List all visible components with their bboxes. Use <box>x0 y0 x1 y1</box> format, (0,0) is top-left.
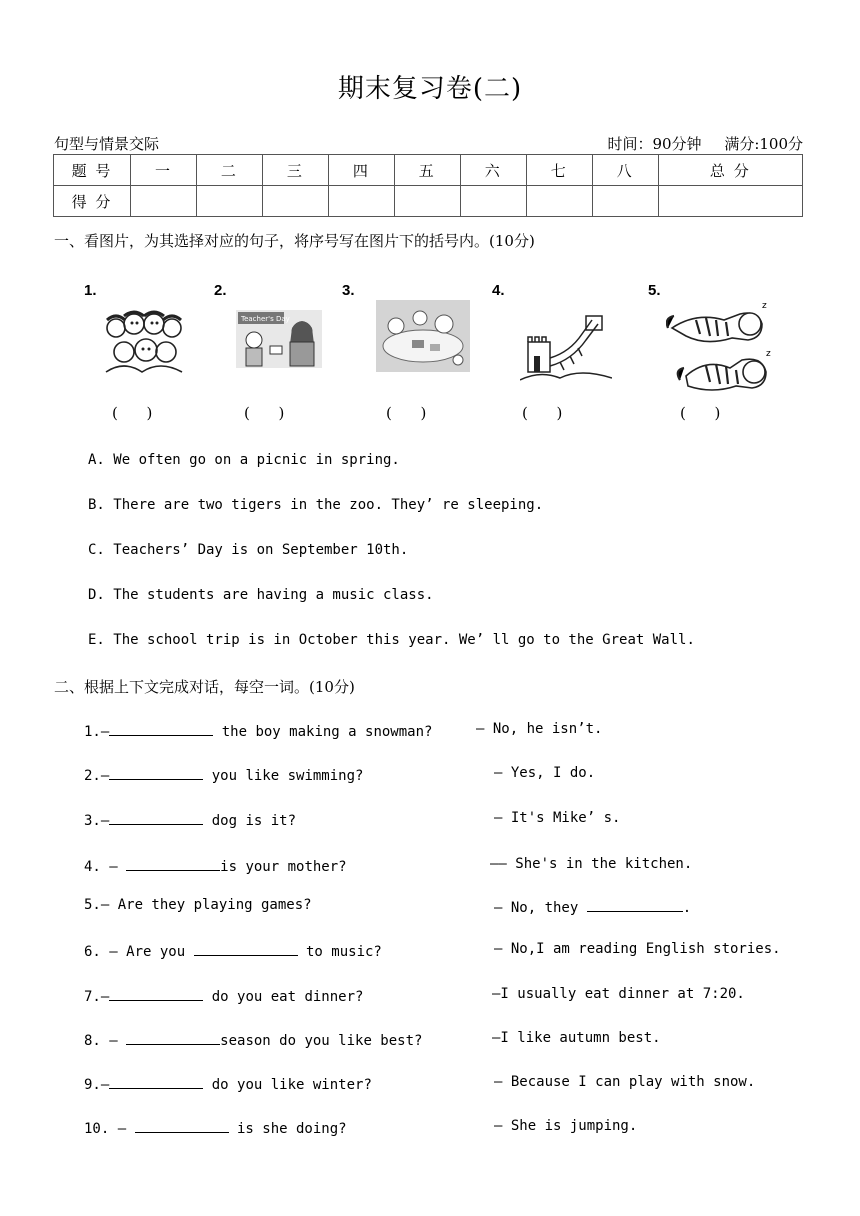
answer-blank[interactable] <box>194 941 298 956</box>
dialogue-question-3: 3.— dog is it? <box>84 810 296 829</box>
page-title: 期末复习卷(二) <box>337 74 523 104</box>
picture-number: 2. <box>214 282 227 299</box>
picture-number: 3. <box>342 282 355 299</box>
dialogue-question-7: 7.— do you eat dinner? <box>84 986 363 1005</box>
answer-blank[interactable] <box>109 810 203 825</box>
picture-row <box>80 282 800 432</box>
dialogue-question-2: 2.— you like swimming? <box>84 765 363 784</box>
answer-paren[interactable]: ( ) <box>244 404 285 422</box>
dialogue-answer-3: — It's Mike’ s. <box>494 810 621 826</box>
dialogue-answer-5: — No, they . <box>494 897 691 916</box>
exam-info <box>589 133 803 154</box>
answer-blank[interactable] <box>587 897 683 912</box>
score-cell[interactable] <box>328 186 394 217</box>
picture-number: 5. <box>648 282 661 299</box>
subject-label: 句型与情景交际 <box>54 135 160 153</box>
column-header: 一 <box>131 155 197 186</box>
header-label-cell: 题 号 <box>54 155 131 186</box>
dialogue-answer-9: — Because I can play with snow. <box>494 1074 756 1090</box>
picture-number: 1. <box>84 282 97 299</box>
dialogue-answer-4: —— She's in the kitchen. <box>490 856 693 872</box>
section1-heading: 一、看图片，为其选择对应的句子，将序号写在图片下的括号内。(10分) <box>54 232 535 250</box>
svg-text:z: z <box>766 349 771 359</box>
answer-blank[interactable] <box>109 721 213 736</box>
answer-blank[interactable] <box>126 856 220 871</box>
score-cell[interactable] <box>196 186 262 217</box>
time-label: 时间：90分钟 <box>607 135 702 153</box>
answer-paren[interactable]: ( ) <box>522 404 563 422</box>
answer-paren[interactable]: ( ) <box>112 404 153 422</box>
dialogue-answer-1: — No, he isn’t. <box>476 721 603 737</box>
dialogue-answer-7: —I usually eat dinner at 7:20. <box>492 986 745 1002</box>
answer-blank[interactable] <box>109 1074 203 1089</box>
dialogue-question-4: 4. — is your mother? <box>84 856 347 875</box>
svg-text:z: z <box>762 301 767 311</box>
dialogue-question-10: 10. — is she doing? <box>84 1118 347 1137</box>
picnic-icon <box>376 300 470 372</box>
column-header: 八 <box>592 155 658 186</box>
column-header: 五 <box>394 155 460 186</box>
row-label-cell: 得 分 <box>54 186 131 217</box>
option-d: D. The students are having a music class. <box>88 587 434 603</box>
tigers-icon <box>666 298 774 402</box>
score-table-score-row <box>54 186 803 217</box>
teachers-day-caption: Teacher's Day <box>241 315 290 323</box>
column-header: 六 <box>460 155 526 186</box>
score-cell[interactable] <box>658 186 802 217</box>
section2-heading: 二、根据上下文完成对话，每空一词。(10分) <box>54 678 355 696</box>
dialogue-question-5: 5.— Are they playing games? <box>84 897 312 913</box>
dialogue-question-9: 9.— do you like winter? <box>84 1074 372 1093</box>
dialogue-answer-2: — Yes, I do. <box>494 765 596 781</box>
option-b: B. There are two tigers in the zoo. They’ re sleeping. <box>88 497 544 513</box>
option-a: A. We often go on a picnic in spring. <box>88 452 400 468</box>
dialogue-question-1: 1.— the boy making a snowman? <box>84 721 432 740</box>
score-cell[interactable] <box>394 186 460 217</box>
answer-paren[interactable]: ( ) <box>386 404 427 422</box>
dialogue-answer-10: — She is jumping. <box>494 1118 638 1134</box>
score-table <box>53 154 803 217</box>
teachers-day-icon <box>236 310 322 368</box>
option-c: C. Teachers’ Day is on September 10th. <box>88 542 409 558</box>
answer-blank[interactable] <box>135 1118 229 1133</box>
score-cell[interactable] <box>592 186 658 217</box>
dialogue-answer-6: — No,I am reading English stories. <box>494 941 781 957</box>
score-table-header-row <box>54 155 803 186</box>
dialogue-question-6: 6. — Are you to music? <box>84 941 382 960</box>
great-wall-icon <box>520 312 612 384</box>
column-header: 二 <box>196 155 262 186</box>
dialogue-question-8: 8. — season do you like best? <box>84 1030 422 1049</box>
score-cell[interactable] <box>460 186 526 217</box>
children-group-icon <box>102 310 186 374</box>
dialogue-answer-8: —I like autumn best. <box>492 1030 661 1046</box>
answer-blank[interactable] <box>109 765 203 780</box>
column-header: 三 <box>262 155 328 186</box>
score-cell[interactable] <box>131 186 197 217</box>
column-header: 四 <box>328 155 394 186</box>
full-score-label: 满分:100分 <box>724 135 803 153</box>
score-cell[interactable] <box>262 186 328 217</box>
column-header: 总 分 <box>658 155 802 186</box>
answer-paren[interactable]: ( ) <box>680 404 721 422</box>
score-cell[interactable] <box>526 186 592 217</box>
answer-blank[interactable] <box>109 986 203 1001</box>
picture-number: 4. <box>492 282 505 299</box>
column-header: 七 <box>526 155 592 186</box>
answer-blank[interactable] <box>126 1030 220 1045</box>
option-e: E. The school trip is in October this year. We’ ll go to the Great Wall. <box>88 632 695 648</box>
